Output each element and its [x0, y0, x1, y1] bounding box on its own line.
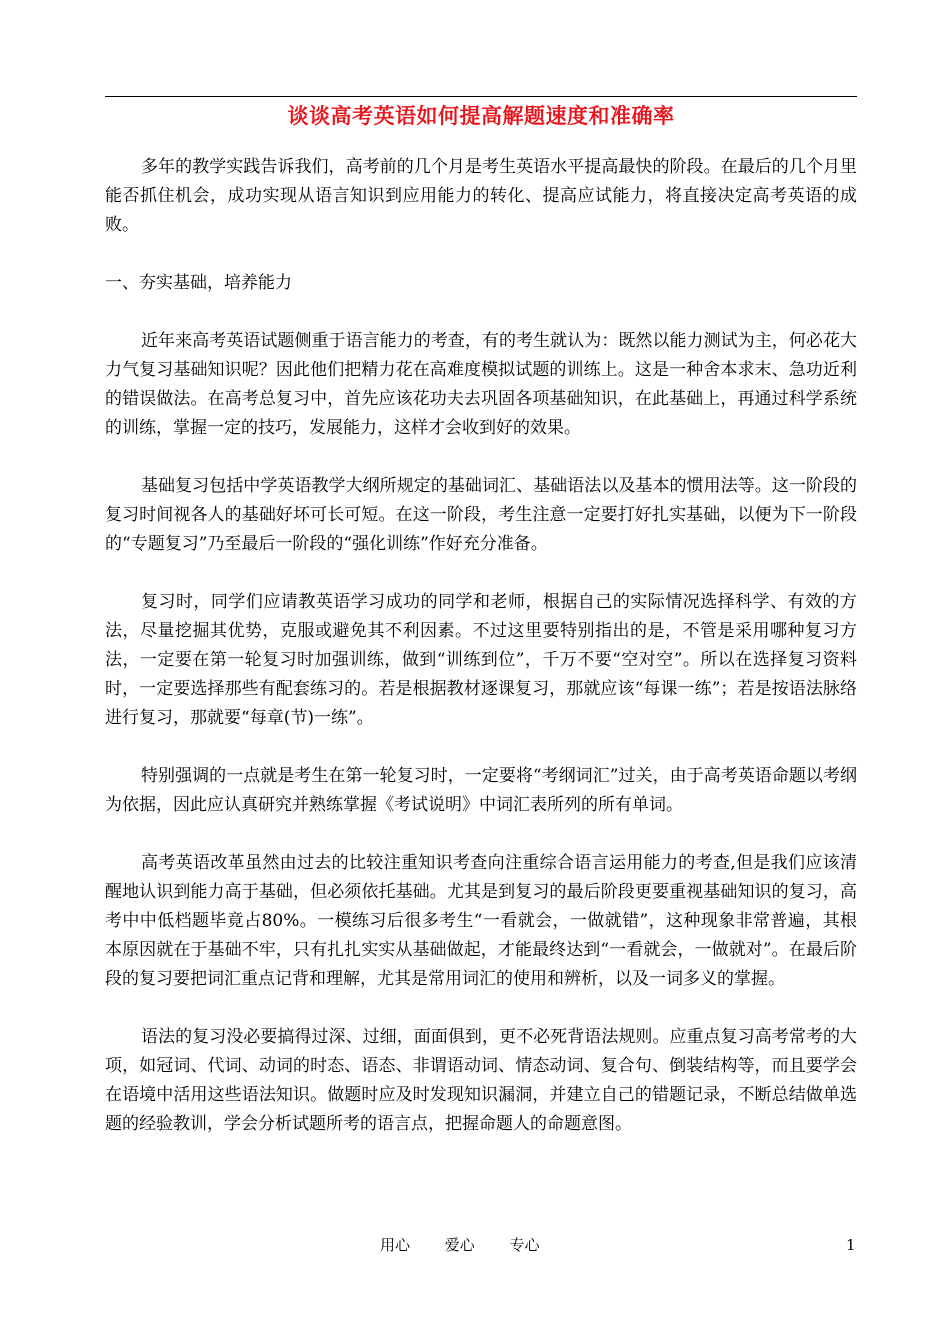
paragraph-intro: 多年的教学实践告诉我们，高考前的几个月是考生英语水平提高最快的阶段。在最后的几个月里能否抓住机会，成功实现从语言知识到应用能力的转化、提高应试能力，将直接决定高考英语的成败。: [105, 157, 857, 235]
footer-motto-word: 专心: [509, 1236, 540, 1254]
paragraph: 语法的复习没必要搞得过深、过细，面面俱到，更不必死背语法规则。应重点复习高考常考的大项，如冠词、代词、动词的时态、语态、非谓语动词、情态动词、复合句、倒装结构等，而且要学会在语境中活用这些语法知识。做题时应及时发现知识漏洞，并建立自己的错题记录，不断总结做单选题的经验教训，学会分析试题所考的语言点，把握命题人的命题意图。: [105, 1027, 857, 1134]
page-footer: [0, 1233, 950, 1257]
paragraph: 基础复习包括中学英语教学大纲所规定的基础词汇、基础语法以及基本的惯用法等。这一阶段的复习时间视各人的基础好坏可长可短。在这一阶段，考生注意一定要打好扎实基础，以便为下一阶段的“专题复习”乃至最后一阶段的“强化训练”作好充分准备。: [105, 476, 857, 554]
paragraph: 高考英语改革虽然由过去的比较注重知识考查向注重综合语言运用能力的考查,但是我们应该清醒地认识到能力高于基础，但必须依托基础。尤其是到复习的最后阶段更要重视基础知识的复习，高考中中低档题毕竟占80%。一模练习后很多考生“一看就会，一做就错”，这种现象非常普遍，其根本原因就在于基础不牢，只有扎扎实实从基础做起，才能最终达到“一看就会，一做就对”。在最后阶段的复习要把词汇重点记背和理解，尤其是常用词汇的使用和辨析，以及一词多义的掌握。: [105, 853, 857, 989]
page-title: 谈谈高考英语如何提高解题速度和准确率: [287, 103, 675, 128]
page-number: 1: [846, 1236, 856, 1254]
paragraph: 复习时，同学们应请教英语学习成功的同学和老师，根据自己的实际情况选择科学、有效的方法，尽量挖掘其优势，克服或避免其不利因素。不过这里要特别指出的是，不管是采用哪种复习方法，一定要在第一轮复习时加强训练，做到“训练到位”，千万不要“空对空”。所以在选择复习资料时，一定要选择那些有配套练习的。若是根据教材逐课复习，那就应该“每课一练”；若是按语法脉络进行复习，那就要“每章(节)一练”。: [105, 592, 857, 728]
footer-motto-word: 用心: [380, 1236, 411, 1254]
header-rule: [105, 96, 857, 97]
document-body: [105, 153, 857, 1168]
footer-motto: [380, 1233, 570, 1257]
paragraph: 特别强调的一点就是考生在第一轮复习时，一定要将“考纲词汇”过关，由于高考英语命题以考纲为依据，因此应认真研究并熟练掌握《考试说明》中词汇表所列的所有单词。: [105, 766, 857, 815]
footer-motto-word: 爱心: [444, 1236, 475, 1254]
section-heading: 一、夯实基础，培养能力: [105, 273, 292, 293]
paragraph: 近年来高考英语试题侧重于语言能力的考查，有的考生就认为：既然以能力测试为主，何必花大力气复习基础知识呢？因此他们把精力花在高难度模拟试题的训练上。这是一种舍本求末、急功近利的错误做法。在高考总复习中，首先应该花功夫去巩固各项基础知识，在此基础上，再通过科学系统的训练，掌握一定的技巧，发展能力，这样才会收到好的效果。: [105, 331, 857, 438]
